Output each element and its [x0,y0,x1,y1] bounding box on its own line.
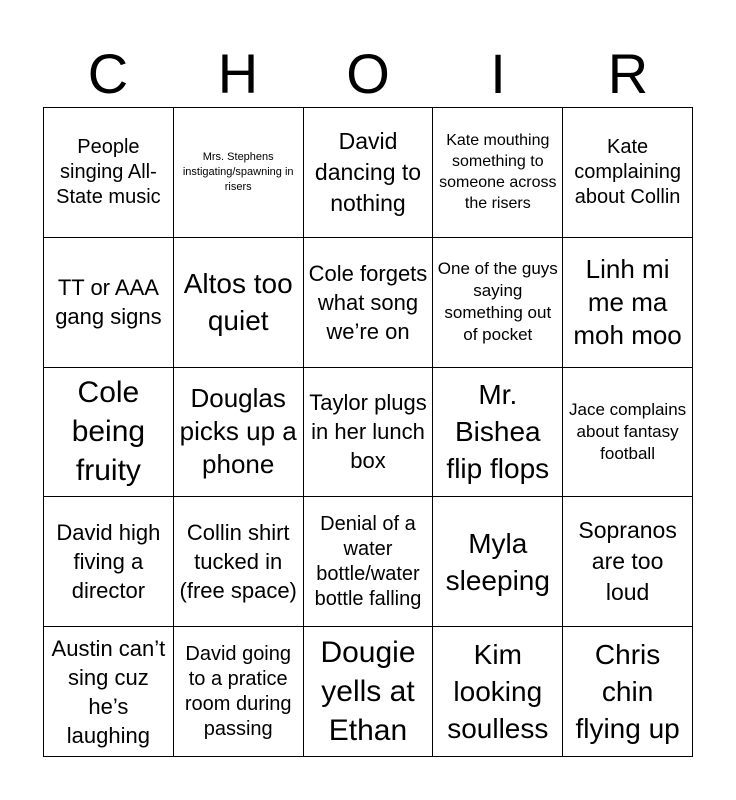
bingo-cell[interactable] [174,108,304,238]
cell-text: One of the guys saying something out of pocket [437,259,558,345]
bingo-cell[interactable] [44,108,174,238]
cell-text: Kate complaining about Collin [574,135,681,208]
cell-text: Mrs. Stephens instigating/spawning in risers [182,150,294,193]
bingo-cell[interactable] [563,497,693,627]
header-letter-o: O [346,42,390,105]
header-letter-i: I [490,42,506,105]
header-letter-h: H [217,42,259,105]
bingo-cell[interactable] [433,238,563,368]
bingo-cell[interactable] [44,497,174,627]
cell-text: People singing All-State music [56,135,161,208]
bingo-grid [43,107,693,757]
bingo-cell[interactable] [563,368,693,498]
bingo-cell[interactable] [433,627,563,757]
cell-text: TT or AAA gang signs [55,275,162,330]
bingo-cell[interactable] [433,497,563,627]
bingo-cell[interactable] [174,368,304,498]
cell-text: Taylor plugs in her lunch box [309,390,427,474]
cell-text: Denial of a water bottle/water bottle falling [314,512,422,610]
bingo-cell[interactable] [44,238,174,368]
bingo-header [43,40,693,108]
cell-text: David high fiving a director [56,520,161,604]
bingo-cell[interactable] [304,238,434,368]
bingo-cell[interactable] [44,627,174,757]
cell-text: Cole being fruity [71,376,146,488]
bingo-cell[interactable] [44,368,174,498]
bingo-cell[interactable] [174,497,304,627]
bingo-cell[interactable] [174,627,304,757]
bingo-cell[interactable] [304,497,434,627]
cell-text: Mr. Bishea flip flops [446,379,550,485]
cell-text: Altos too quiet [183,268,293,337]
bingo-cell[interactable] [174,238,304,368]
bingo-cell[interactable] [304,108,434,238]
cell-text: Cole forgets what song we’re on [308,260,428,344]
bingo-cell[interactable] [433,108,563,238]
cell-text: Myla sleeping [445,527,550,596]
cell-text: Chris chin flying up [575,639,680,745]
bingo-cell[interactable] [304,627,434,757]
cell-text: David going to a pratice room during passing [184,642,292,740]
cell-text: Kim looking soulless [447,639,549,745]
bingo-cell[interactable] [433,368,563,498]
cell-text: Collin shirt tucked in (free space) [179,520,297,604]
cell-text: Linh mi me ma moh moo [573,253,682,350]
header-letter-r: R [607,42,649,105]
bingo-cell[interactable] [563,238,693,368]
bingo-cell[interactable] [304,368,434,498]
bingo-cell[interactable] [563,108,693,238]
cell-text: David dancing to nothing [314,127,422,216]
cell-text: Dougie yells at Ethan [320,636,416,748]
cell-text: Jace complains about fantasy football [569,399,687,463]
header-letter-c: C [87,42,129,105]
bingo-cell[interactable] [563,627,693,757]
cell-text: Sopranos are too loud [578,517,677,606]
cell-text: Kate mouthing something to someone across the risers [439,132,557,213]
cell-text: Austin can’t sing cuz he’s laughing [51,635,166,748]
cell-text: Douglas picks up a phone [179,383,297,480]
